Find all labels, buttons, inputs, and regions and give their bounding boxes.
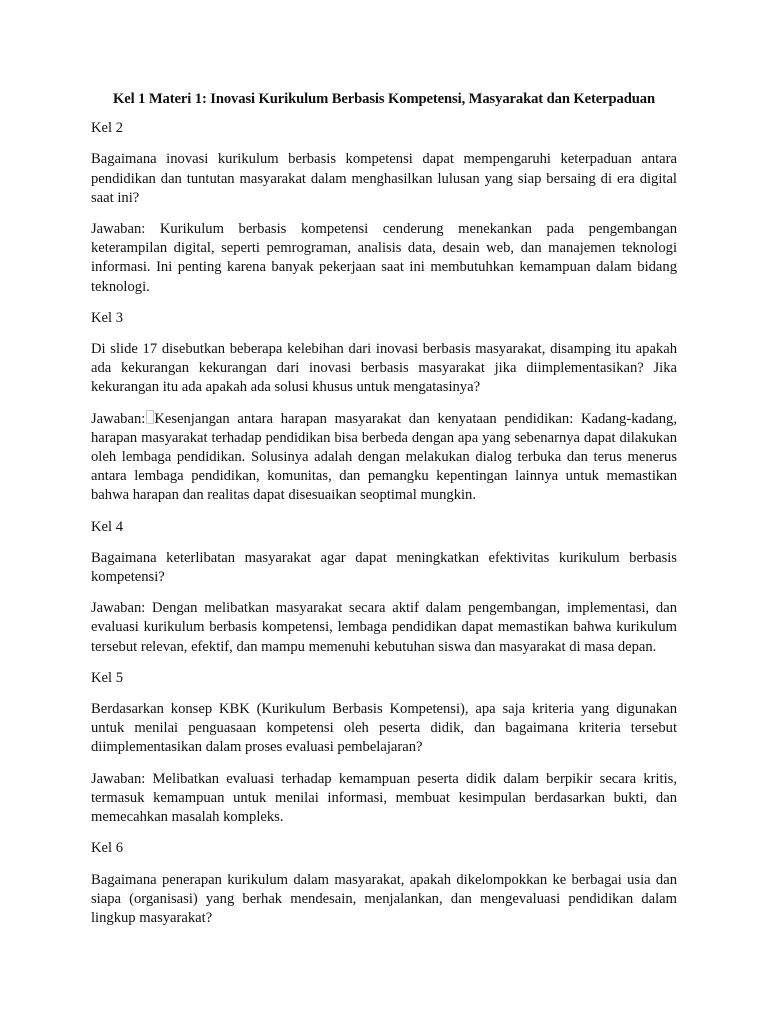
answer-kel-4: Jawaban: Dengan melibatkan masyarakat secara aktif dalam pengembangan, implementasi, dan evaluasi kurikulum berbasis kompetensi, lembaga pendidikan dapat memastikan bahwa kurikulum tersebut relevan, efektif, dan mampu memenuhi kebutuhan siswa dan masyarakat di masa depan.	[91, 600, 677, 655]
section-label-kel-2: Kel 2	[91, 120, 124, 137]
question-kel-5: Berdasarkan konsep KBK (Kurikulum Berbasis Kompetensi), apa saja kriteria yang digunakan untuk menilai penguasaan kompetensi oleh peserta didik, dan bagaimana kriteria tersebut diimplementasikan dalam proses evaluasi pembelajaran?	[91, 701, 677, 756]
document-page	[91, 90, 677, 940]
section-label-kel-3: Kel 3	[91, 309, 124, 326]
section-label-kel-4: Kel 4	[91, 518, 124, 535]
question-kel-6: Bagaimana penerapan kurikulum dalam masyarakat, apakah dikelompokkan ke berbagai usia dan siapa (organisasi) yang berhak mendesain, menjalankan, dan mengevaluasi pendidikan dalam lingkup masyarakat?	[91, 871, 677, 926]
answer-kel-2: Jawaban: Kurikulum berbasis kompetensi cenderung menekankan pada pengembangan keterampilan digital, seperti pemrograman, analisis data, desain web, dan manajemen teknologi informasi. Ini penting karena banyak pekerjaan saat ini membutuhkan kemampuan dalam bidang teknologi.	[91, 221, 677, 295]
answer-kel-5: Jawaban: Melibatkan evaluasi terhadap kemampuan peserta didik dalam berpikir secara kritis, termasuk kemampuan untuk menilai informasi, membuat kesimpulan berdasarkan bukti, dan memecahkan masalah kompleks.	[91, 770, 677, 826]
question-kel-2: Bagaimana inovasi kurikulum berbasis kompetensi dapat mempengaruhi keterpaduan antara pendidikan dan tuntutan masyarakat dalam menghasilkan lulusan yang siap bersaing di era digital saat ini?	[91, 151, 677, 206]
answer-kel-3-prefix: Jawaban:	[91, 410, 146, 427]
question-kel-3: Di slide 17 disebutkan beberapa kelebihan dari inovasi berbasis masyarakat, disamping itu apakah ada kekurangan kekurangan dari inovasi berbasis masyarakat jika diimplementasikan? Jika kekurangan itu ada apakah ada solusi khusus untuk mengatasinya?	[91, 341, 677, 396]
document-title: Kel 1 Materi 1: Inovasi Kurikulum Berbasis Kompetensi, Masyarakat dan Keterpaduan	[112, 91, 656, 107]
answer-kel-3-paragraph	[91, 410, 677, 506]
answer-kel-3: Kesenjangan antara harapan masyarakat dan kenyataan pendidikan: Kadang-kadang, harapan masyarakat terhadap pendidikan bisa berbeda dengan apa yang sebenarnya dapat dilakukan oleh lembaga pendidikan. Solusinya adalah dengan melakukan dialog terbuka dan terus menerus antara lembaga pendidikan, komunitas, dan pemangku kepentingan lainnya untuk memastikan bahwa harapan dan realitas dapat disesuaikan seoptimal mungkin.	[91, 410, 677, 504]
question-kel-4: Bagaimana keterlibatan masyarakat agar dapat meningkatkan efektivitas kurikulum berbasis kompetensi?	[91, 549, 677, 586]
section-label-kel-5: Kel 5	[91, 669, 124, 686]
section-label-kel-6: Kel 6	[91, 840, 124, 857]
